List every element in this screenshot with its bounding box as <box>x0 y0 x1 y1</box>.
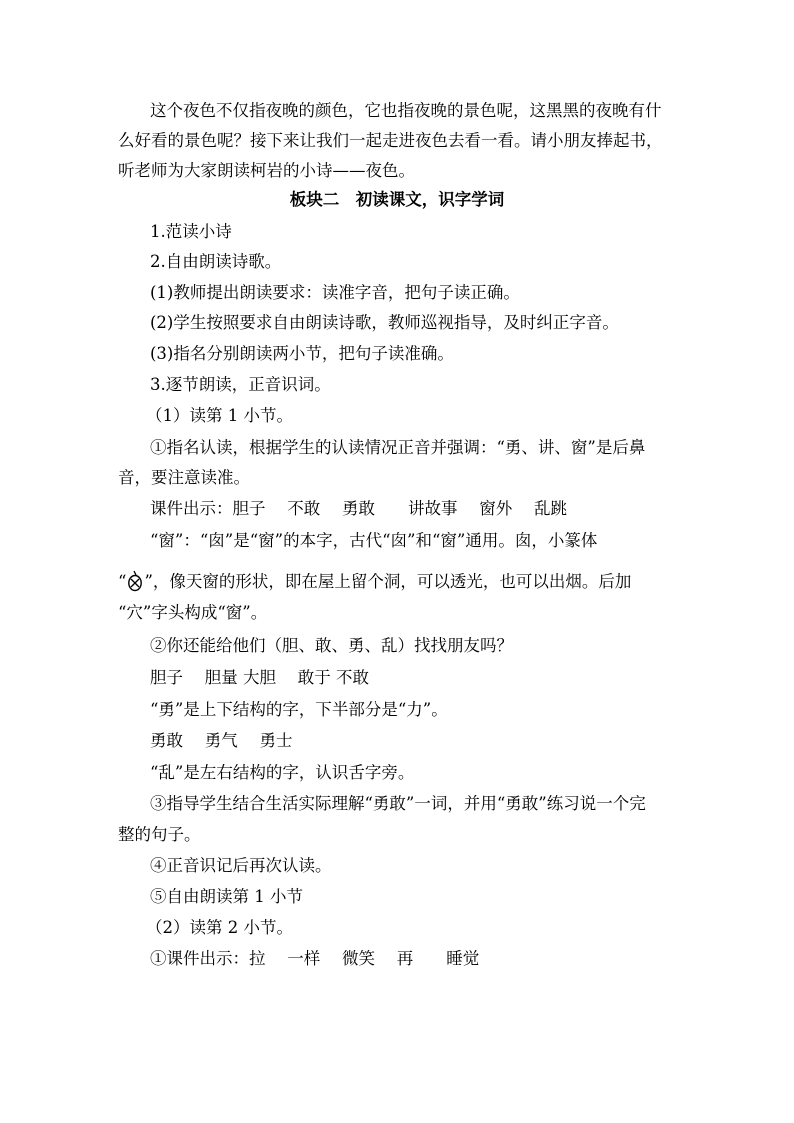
open-quote: “ <box>118 572 127 591</box>
yong-note: “勇”是上下结构的字，下半部分是“力”。 <box>150 700 448 719</box>
part-2-heading: （2）读第 2 小节。 <box>146 918 293 937</box>
intro-line-3: 听老师为大家朗读柯岩的小诗——夜色。 <box>118 161 415 180</box>
luan-note: “乱”是左右结构的字，认识舌字旁。 <box>150 763 415 782</box>
intro-line-1: 这个夜色不仅指夜晚的颜色，它也指夜晚的景色呢，这黑黑的夜晚有什 <box>150 101 662 120</box>
chuang-note-line-3: “穴”字头构成“窗”。 <box>118 603 268 622</box>
friend-words: 胆子 胆量 大胆 敢于 不敢 <box>150 668 369 687</box>
part-1-heading: （1）读第 1 小节。 <box>146 406 293 425</box>
yong-words: 勇敢 勇气 勇士 <box>150 731 293 750</box>
part-1-item-4: ④正音识记后再次认读。 <box>150 856 332 875</box>
part-1-item-3-line-1: ③指导学生结合生活实际理解“勇敢”一词，并用“勇敢”练习说一个完 <box>150 794 646 813</box>
step-2-item-2: (2)学生按照要求自由朗读诗歌，教师巡视指导，及时纠正字音。 <box>150 313 619 332</box>
step-2-item-3: (3)指名分别朗读两小节，把句子读准确。 <box>150 344 454 363</box>
part-1-item-5: ⑤自由朗读第 1 小节 <box>150 887 303 906</box>
step-2: 2.自由朗读诗歌。 <box>150 252 282 271</box>
section-heading: 板块二 初读课文，识字学词 <box>289 190 505 209</box>
step-3: 3.逐节朗读，正音识词。 <box>150 375 331 394</box>
intro-line-2: 么好看的景色呢？接下来让我们一起走进夜色去看一看。请小朋友捧起书， <box>118 131 663 150</box>
part-1-item-2: ②你还能给他们（胆、敢、勇、乱）找找朋友吗？ <box>150 636 513 655</box>
chuang-note-line-2-text: ”，像天窗的形状，即在屋上留个洞，可以透光，也可以出烟。后加 <box>144 572 632 591</box>
part-1-item-1-line-1: ①指名认读，根据学生的认读情况正音并强调：“勇、讲、窗”是后鼻 <box>150 438 646 457</box>
chuang-note-line-2 <box>118 570 631 592</box>
part-1-item-3-line-2: 整的句子。 <box>118 825 201 844</box>
step-1: 1.范读小诗 <box>150 222 232 241</box>
courseware-words-2: ①课件出示：拉 一样 微笑 再 睡觉 <box>150 949 480 968</box>
seal-script-glyph-icon <box>126 570 144 592</box>
step-2-item-1: (1)教师提出朗读要求：读准字音，把句子读正确。 <box>150 283 520 302</box>
chuang-note-line-1: “窗”：“囱”是“窗”的本字，古代“囱”和“窗”通用。囱，小篆体 <box>150 531 598 550</box>
part-1-item-1-line-2: 音，要注意读准。 <box>118 468 250 487</box>
courseware-words-1: 课件出示：胆子 不敢 勇敢 讲故事 窗外 乱跳 <box>150 499 567 518</box>
